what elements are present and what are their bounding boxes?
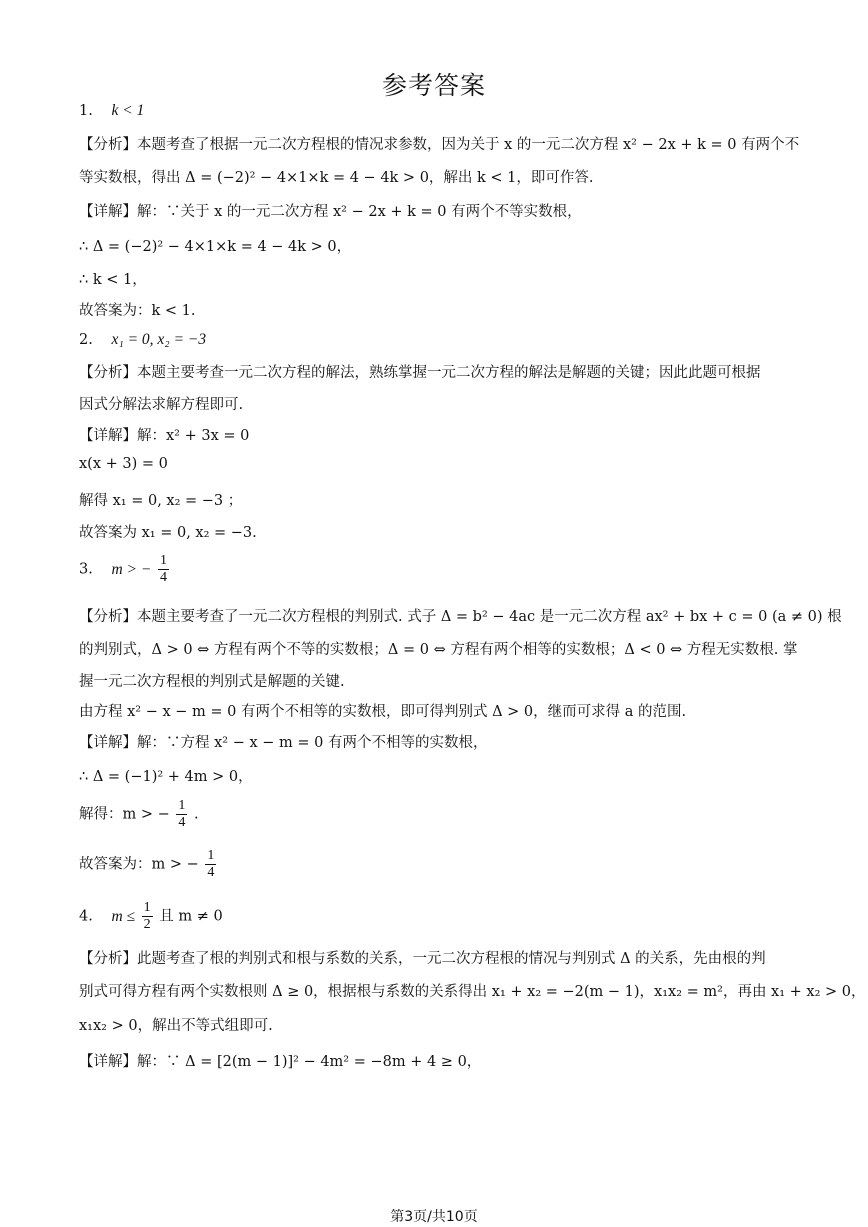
q2-analysis-1: 【分析】本题主要考查一元二次方程的解法，熟练掌握一元二次方程的解法是解题的关键；因此此题可根据 [79,365,761,381]
q3-analysis-1: 【分析】本题主要考查了一元二次方程根的判别式. 式子 Δ = b² − 4ac 是一元二次方程 ax² + bx + c = 0 (a ≠ 0) 根 [79,609,842,625]
q2-detail-1: 【详解】解：x² + 3x = 0 [79,428,250,444]
q1-number: 1. [79,103,93,119]
q4-analysis-1: 【分析】此题考查了根的判别式和根与系数的关系，一元二次方程根的情况与判别式 Δ 的关系，先由根的判 [79,951,766,967]
q3-answer-prefix: m > − [111,560,152,578]
q1-answer: k < 1 [111,102,145,119]
fraction-denominator: 4 [178,815,186,830]
q3-detail-3-prefix: 解得：m > − [79,806,170,823]
q4-answer-line [79,900,794,933]
q2-analysis-2: 因式分解法求解方程即可. [79,397,244,413]
q3-detail-3-fraction [176,798,187,831]
q1-detail-4: 故答案为：k < 1. [79,303,196,319]
q3-analysis-4: 由方程 x² − x − m = 0 有两个不相等的实数根，即可得判别式 Δ > 0，继而可求得 a 的范围. [79,704,687,720]
q2-answer-line [79,331,794,349]
q3-detail-1: 【详解】解：∵方程 x² − x − m = 0 有两个不相等的实数根， [79,735,488,751]
q3-number: 3. [79,561,93,578]
fraction-denominator: 2 [143,917,151,932]
q2-detail-4: 故答案为 x₁ = 0, x₂ = −3. [79,525,257,541]
q4-analysis-2: 别式可得方程有两个实数根则 Δ ≥ 0，根据根与系数的关系得出 x₁ + x₂ = −2(m − 1)，x₁x₂ = m²，再由 x₁ + x₂ > 0， [79,984,866,1000]
q2-number: 2. [79,332,93,348]
q3-analysis-2: 的判别式，Δ > 0 ⇔ 方程有两个不等的实数根；Δ = 0 ⇔ 方程有两个相等的实数根；Δ < 0 ⇔ 方程无实数根. 掌 [79,642,798,658]
q1-detail-3: ∴ k < 1， [79,272,147,288]
q4-answer-fraction [142,900,153,933]
q3-detail-4-prefix: 故答案为：m > − [79,856,199,873]
q1-analysis-1: 【分析】本题考查了根据一元二次方程根的情况求参数，因为关于 x 的一元二次方程 x² − 2x + k = 0 有两个不 [79,137,800,153]
fraction-numerator: 1 [159,553,167,568]
q3-analysis-3: 握一元二次方程根的判别式是解题的关键. [79,674,345,690]
q1-detail-2: ∴ Δ = (−2)² − 4×1×k = 4 − 4k > 0， [79,239,352,255]
q3-detail-3 [79,798,794,831]
q1-answer-line [79,102,794,120]
q4-number: 4. [79,908,93,925]
fraction-denominator: 4 [159,570,167,585]
q4-analysis-3: x₁x₂ > 0，解出不等式组即可. [79,1018,273,1034]
q3-answer-fraction [158,553,169,586]
fraction-numerator: 1 [207,848,215,863]
q3-detail-4-fraction [205,848,216,881]
q2-detail-3: 解得 x₁ = 0, x₂ = −3 ； [79,493,243,509]
q2-answer: x₁ = 0, x₂ = −3 [111,331,207,348]
q3-detail-2: ∴ Δ = (−1)² + 4m > 0， [79,769,253,785]
q3-detail-3-suffix: . [194,806,199,823]
q3-detail-4 [79,848,794,881]
fraction-numerator: 1 [143,900,151,915]
fraction-numerator: 1 [178,798,186,813]
page-footer: 第3页/共10页 [390,1209,478,1225]
q4-answer-suffix: 且 m ≠ 0 [159,908,223,925]
page-title: 参考答案 [381,71,486,100]
q1-detail-1: 【详解】解：∵关于 x 的一元二次方程 x² − 2x + k = 0 有两个不等实数根， [79,204,582,220]
fraction-denominator: 4 [207,865,215,880]
q1-analysis-2: 等实数根，得出 Δ = (−2)² − 4×1×k = 4 − 4k > 0，解出 k < 1，即可作答. [79,170,594,186]
q4-answer-prefix: m ≤ [111,907,136,925]
q4-detail-1: 【详解】解：∵ Δ = [2(m − 1)]² − 4m² = −8m + 4 ≥ 0， [79,1054,482,1070]
q3-answer-line [79,553,794,586]
q2-detail-2: x(x + 3) = 0 [79,456,168,472]
